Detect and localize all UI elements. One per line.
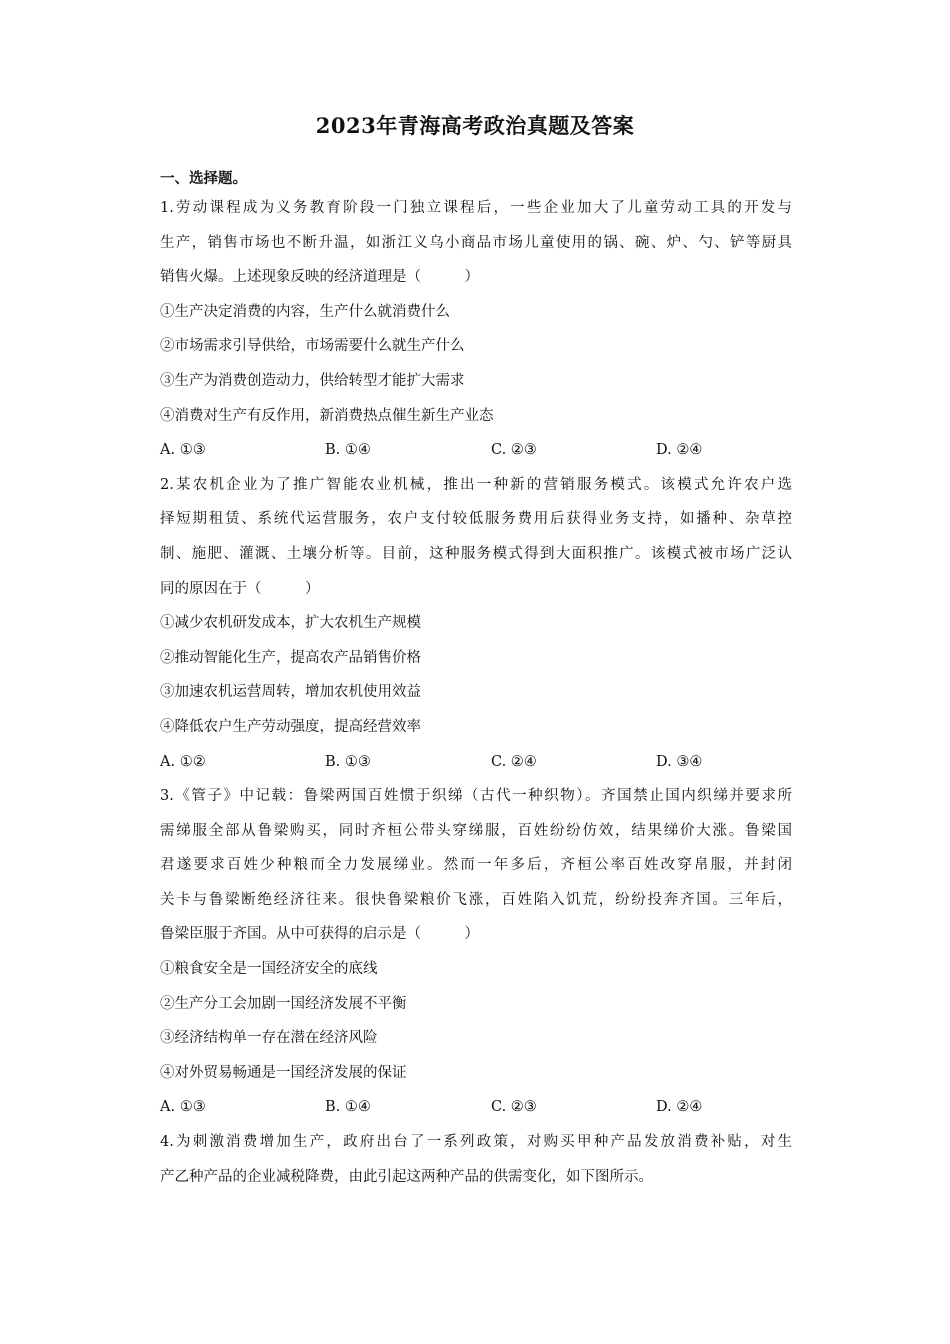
choice-b: B. ①③ bbox=[325, 753, 371, 770]
statement-option: ①生产决定消费的内容，生产什么就消费什么 bbox=[160, 303, 450, 320]
statement-option: ①减少农机研发成本，扩大农机生产规模 bbox=[160, 615, 421, 632]
choice-d: D. ②④ bbox=[656, 442, 703, 459]
statement-option: ②市场需求引导供给，市场需要什么就生产什么 bbox=[160, 338, 465, 355]
answer-choices bbox=[160, 745, 792, 780]
question-stem-line: 产乙种产品的企业减税降费，由此引起这两种产品的供需变化，如下图所示。 bbox=[160, 1168, 653, 1185]
question-stem-line: 关卡与鲁梁断绝经济往来。很快鲁梁粮价飞涨，百姓陷入饥荒，纷纷投奔齐国。三年后， bbox=[160, 891, 792, 908]
question-1 bbox=[160, 191, 792, 468]
statement-option: ③加速农机运营周转，增加农机使用效益 bbox=[160, 684, 421, 701]
question-stem-line: 同的原因在于（ ） bbox=[160, 580, 320, 597]
question-stem-line: 需绨服全部从鲁梁购买，同时齐桓公带头穿绨服，百姓纷纷仿效，结果绨价大涨。鲁梁国 bbox=[160, 822, 792, 839]
question-3 bbox=[160, 779, 792, 1125]
choice-d: D. ②④ bbox=[656, 1099, 703, 1116]
question-stem-line: 4.为刺激消费增加生产，政府出台了一系列政策，对购买甲种产品发放消费补贴，对生 bbox=[160, 1134, 792, 1151]
document-title: 2023年青海高考政治真题及答案 bbox=[315, 113, 635, 138]
choice-c: C. ②③ bbox=[491, 1099, 537, 1116]
question-stem-line: 鲁梁臣服于齐国。从中可获得的启示是（ ） bbox=[160, 926, 479, 943]
question-stem-line: 3.《管子》中记载：鲁梁两国百姓惯于织绨（古代一种织物）。齐国禁止国内织绨并要求所 bbox=[160, 788, 792, 805]
choice-b: B. ①④ bbox=[325, 1099, 371, 1116]
question-2 bbox=[160, 468, 792, 779]
question-stem-line: 制、施肥、灌溉、土壤分析等。目前，这种服务模式得到大面积推广。该模式被市场广泛认 bbox=[160, 545, 792, 562]
answer-choices bbox=[160, 1090, 792, 1125]
question-stem-line: 生产，销售市场也不断升温，如浙江义乌小商品市场儿童使用的锅、碗、炉、勺、铲等厨具 bbox=[160, 234, 792, 251]
statement-option: ③经济结构单一存在潜在经济风险 bbox=[160, 1030, 378, 1047]
question-stem-line: 择短期租赁、系统代运营服务，农户支付较低服务费用后获得业务支持，如播种、杂草控 bbox=[160, 511, 792, 528]
statement-option: ④降低农户生产劳动强度，提高经营效率 bbox=[160, 718, 421, 735]
statement-option: ②推动智能化生产，提高农产品销售价格 bbox=[160, 649, 421, 666]
section-heading: 一、选择题。 bbox=[160, 170, 247, 187]
statement-option: ②生产分工会加剧一国经济发展不平衡 bbox=[160, 995, 407, 1012]
statement-option: ④消费对生产有反作用，新消费热点催生新生产业态 bbox=[160, 407, 494, 424]
choice-a: A. ①② bbox=[160, 753, 206, 770]
question-list bbox=[160, 191, 792, 1194]
question-4 bbox=[160, 1125, 792, 1194]
choice-a: A. ①③ bbox=[160, 1099, 206, 1116]
choice-c: C. ②④ bbox=[491, 753, 537, 770]
statement-option: ③生产为消费创造动力，供给转型才能扩大需求 bbox=[160, 372, 465, 389]
question-stem-line: 2.某农机企业为了推广智能农业机械，推出一种新的营销服务模式。该模式允许农户选 bbox=[160, 476, 792, 493]
question-stem-line: 1.劳动课程成为义务教育阶段一门独立课程后，一些企业加大了儿童劳动工具的开发与 bbox=[160, 200, 792, 216]
answer-choices bbox=[160, 433, 792, 468]
statement-option: ④对外贸易畅通是一国经济发展的保证 bbox=[160, 1064, 407, 1081]
statement-option: ①粮食安全是一国经济安全的底线 bbox=[160, 961, 378, 978]
question-stem-line: 销售火爆。上述现象反映的经济道理是（ ） bbox=[160, 269, 479, 286]
choice-a: A. ①③ bbox=[160, 442, 206, 459]
choice-c: C. ②③ bbox=[491, 442, 537, 459]
choice-b: B. ①④ bbox=[325, 442, 371, 459]
choice-d: D. ③④ bbox=[656, 753, 703, 770]
question-stem-line: 君遂要求百姓少种粮而全力发展绨业。然而一年多后，齐桓公率百姓改穿帛服，并封闭 bbox=[160, 857, 792, 874]
